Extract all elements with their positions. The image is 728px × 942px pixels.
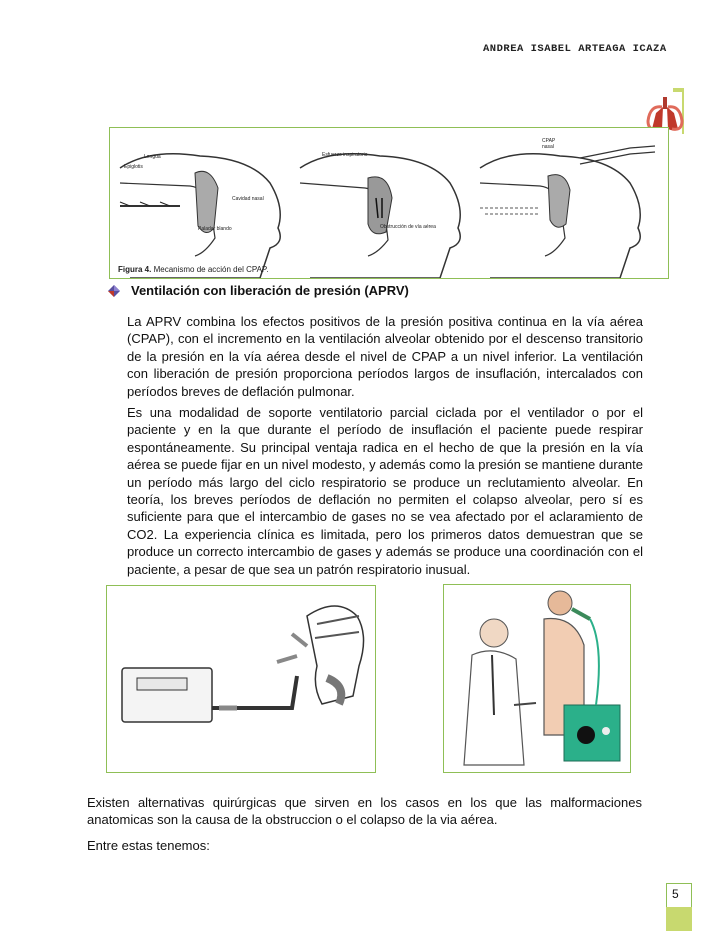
- section-heading: [107, 283, 409, 298]
- label-cavidad-nasal: Cavidad nasal: [232, 196, 264, 202]
- cpap-panel-cpap: [480, 138, 655, 278]
- diamond-bullet-icon: [107, 284, 121, 298]
- author-header: ANDREA ISABEL ARTEAGA ICAZA: [483, 43, 667, 55]
- cpap-illustration: [110, 128, 668, 278]
- label-esfuerzo: Esfuerzo inspiratorio: [322, 152, 368, 158]
- figure-caption-text: Mecanismo de acción del CPAP.: [153, 265, 269, 274]
- cpap-mechanism-figure: [109, 127, 669, 279]
- label-epiglotis: Epiglotis: [124, 164, 143, 170]
- body-paragraph-2: Entre estas tenemos:: [87, 838, 210, 853]
- body-paragraph-1: Existen alternativas quirúrgicas que sirven en los casos en los que las malformaciones anatomicas son la causa de la obstruccion o el colapso de la via aérea.: [87, 795, 642, 828]
- aprv-paragraph-1: La APRV combina los efectos positivos de la presión positiva continua en la vía aérea (CPAP), con el incremento en la ventilación alveolar obtenido por el descenso transitorio de la presión en la vía aérea desde el nivel de CPAP a un nivel inferior. La ventilación con liberación de presión proporciona períodos largos de insuflación, intercalados con períodos breves de deflación pulmonar.: [127, 314, 643, 399]
- cpap-panel-obstruction: [300, 152, 460, 278]
- label-lengua: Lengua: [144, 154, 161, 160]
- page-number-accent: [666, 907, 692, 931]
- label-obstruccion: Obstrucción de vía aérea: [380, 224, 436, 230]
- figure-caption-label: Figura 4.: [118, 265, 152, 274]
- cpap-panel-normal: [120, 154, 280, 278]
- label-nasal: nasal: [542, 144, 554, 150]
- label-paladar-blando: Paladar blando: [198, 226, 232, 232]
- cpap-machine-image: [106, 585, 376, 773]
- page-number: 5: [672, 887, 679, 901]
- figure-caption: [118, 265, 268, 274]
- page-number-frame: [666, 883, 692, 909]
- aprv-paragraph-2: Es una modalidad de soporte ventilatorio parcial ciclada por el ventilador o por el paciente y en la que durante el período de insuflación el paciente puede respirar espontáneamente. Su principal ventaja radica en el hecho de que la presión en la vía aérea se puede fijar en un nivel modesto, y además como la presión se mantiene durante un período más largo del ciclo respiratorio se produce un reclutamiento alveolar. En teoría, los breves períodos de deflación no permiten el colapso alveolar, pero sí es suficiente para que el intercambio de gases no se vea afectado por el aclaramiento de CO2. La experiencia clínica es limitada, pero los primeros datos demuestran que se produce un correcto intercambio de gases y además se produce una coordinación con el paciente, a pesar de que sea un patrón respiratorio inusual.: [127, 405, 643, 577]
- section-title: Ventilación con liberación de presión (APRV): [131, 283, 409, 298]
- label-cpap: CPAP: [542, 138, 556, 144]
- patient-exam-image: [443, 584, 631, 773]
